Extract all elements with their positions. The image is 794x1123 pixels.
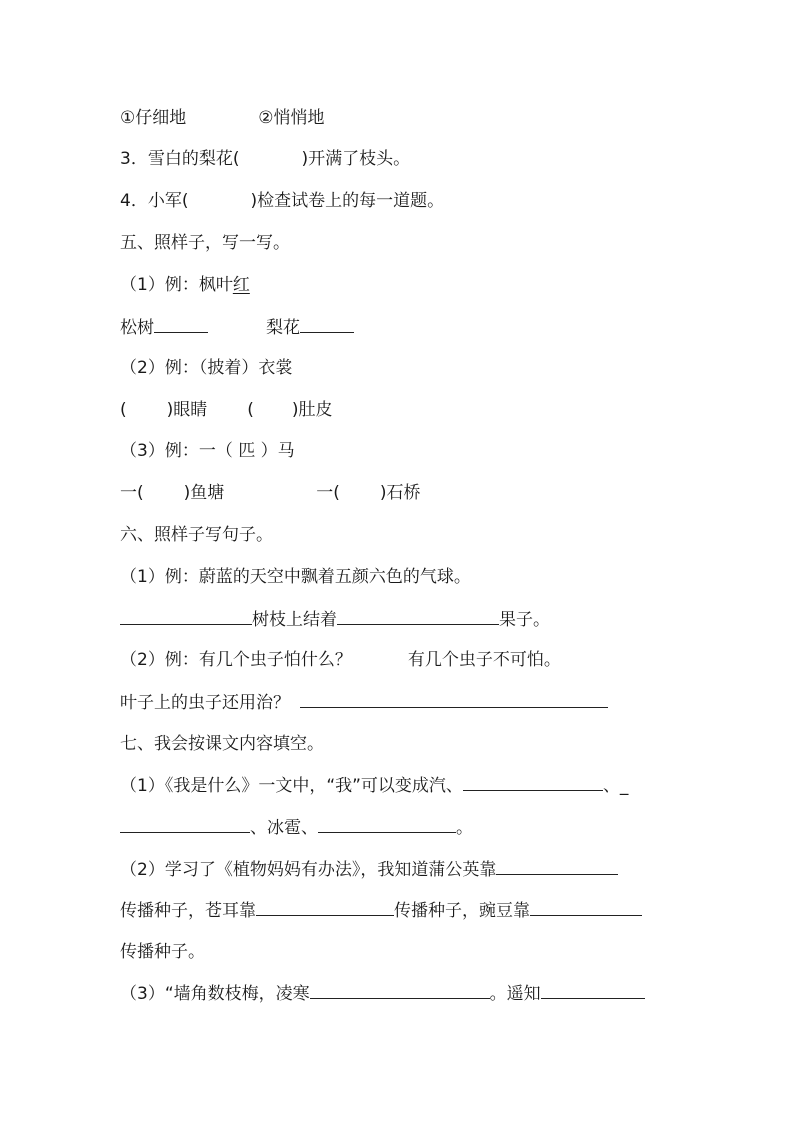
section-7-q3: （3）“墙角数枝梅，凌寒 。遥知 — [120, 982, 645, 1005]
blank-poem-1[interactable] — [310, 982, 490, 999]
section-7-q2-line1: （2）学习了《植物妈妈有办法》，我知道蒲公英靠 — [120, 858, 618, 881]
section-5-example-2: （2）例：（披着）衣裳 — [120, 358, 293, 378]
blank-q1-c[interactable] — [318, 816, 456, 833]
section-7-title: 七、我会按课文内容填空。 — [120, 734, 324, 754]
question-3: 3．雪白的梨花( )开满了枝头。 — [120, 149, 411, 169]
section-6-example-1: （1）例：蔚蓝的天空中飘着五颜六色的气球。 — [120, 567, 471, 587]
blank-leaf-answer[interactable] — [300, 691, 608, 708]
blank-poem-2[interactable] — [541, 982, 645, 999]
blank-fruit-adj[interactable] — [337, 608, 499, 625]
blank-branch-prefix[interactable] — [120, 608, 252, 625]
section-6-row-1: 树枝上结着 果子。 — [120, 608, 550, 631]
blank-lihua[interactable] — [300, 316, 354, 333]
section-6-title: 六、照样子写句子。 — [120, 525, 273, 545]
blank-q1-a[interactable] — [463, 774, 603, 791]
option-2: ②悄悄地 — [258, 108, 325, 128]
section-5-row-3: 一( )鱼塘 一( )石桥 — [120, 483, 421, 503]
section-7-q2-line2: 传播种子，苍耳靠 传播种子，豌豆靠 — [120, 899, 642, 922]
question-4: 4．小军( )检查试卷上的每一道题。 — [120, 191, 445, 211]
example-underlined-word: 红 — [232, 275, 250, 295]
section-5-row-2: ( )眼睛 ( )肚皮 — [120, 400, 333, 420]
answer-options — [120, 107, 325, 129]
section-5-example-3: （3）例：一（ 匹 ）马 — [120, 441, 295, 461]
section-7-q1-line2: 、冰雹、 。 — [120, 816, 473, 839]
section-6-row-2: 叶子上的虫子还用治？ — [120, 691, 608, 714]
blank-cocklebur[interactable] — [256, 899, 394, 916]
section-7-q2-line3: 传播种子。 — [120, 942, 205, 962]
section-5-title: 五、照样子，写一写。 — [120, 233, 290, 253]
section-5-row-1: 松树 梨花 — [120, 316, 354, 339]
blank-pea[interactable] — [530, 899, 642, 916]
section-6-example-2: （2）例：有几个虫子怕什么？ 有几个虫子不可怕。 — [120, 650, 561, 670]
blank-songshu[interactable] — [154, 316, 208, 333]
section-5-example-1: （1）例：枫叶红 — [120, 275, 250, 295]
option-1: ①仔细地 — [120, 108, 187, 128]
section-7-q1-line1: （1）《我是什么》一文中，“我”可以变成汽、 、_ — [120, 776, 629, 796]
blank-q1-b[interactable] — [120, 816, 250, 833]
blank-dandelion[interactable] — [496, 858, 618, 875]
